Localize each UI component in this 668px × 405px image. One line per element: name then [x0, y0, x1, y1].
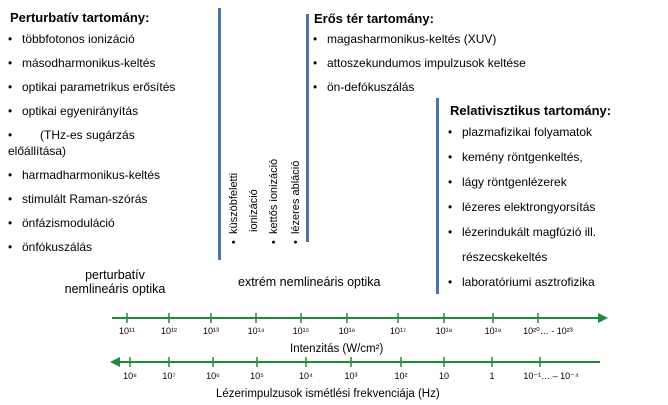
intensity-tick-label: 10¹⁴	[247, 326, 265, 336]
perturbative-title: Perturbatív tartomány:	[10, 10, 150, 25]
middle-item-line: ionizáció	[248, 189, 260, 232]
intensity-tick-label: 10¹³	[202, 326, 220, 336]
frequency-tick-label: 10⁻¹… – 10⁻⁴	[523, 371, 579, 381]
intensity-tick-label: 10¹⁹	[484, 326, 502, 336]
list-item: • kemény röntgenkeltés,	[448, 149, 596, 165]
intensity-tick-label: 10¹¹	[118, 326, 136, 336]
bullet: •	[268, 234, 280, 244]
middle-item-line: lézeres abláció	[290, 160, 302, 235]
intensity-tick-label: 10¹⁸	[435, 326, 453, 336]
list-item: • önfókuszálás	[8, 239, 175, 255]
intensity-tick-label: 10¹⁷	[389, 326, 407, 336]
list-item: • magasharmonikus-keltés (XUV)	[313, 31, 526, 47]
intensity-tick-label: 10¹²	[160, 326, 178, 336]
list-item: • attoszekundumos impulzusok keltése	[313, 55, 526, 71]
list-item-line: részecskekeltés	[462, 250, 548, 264]
relativistic-title: Relativisztikus tartomány:	[450, 103, 612, 118]
intensity-axis-title: Intenzitás (W/cm²)	[290, 343, 384, 355]
list-item-line: lézerindukált magfúzió ill.	[462, 225, 597, 239]
list-item: • stimulált Raman-szórás	[8, 191, 175, 207]
frequency-tick-label: 10⁷	[162, 371, 176, 381]
intensity-arrow-icon	[598, 313, 608, 323]
list-item-line: (THz-es sugárzás	[40, 128, 135, 142]
list-item: • önfázismoduláció	[8, 215, 175, 231]
middle-item-line: küszöbfeletti	[228, 172, 240, 235]
frequency-tick-label: 10³	[344, 371, 358, 381]
middle-item-line: kettős ionizáció	[268, 158, 280, 235]
intensity-tick-label: 10²⁰… - 10²³	[523, 326, 573, 336]
bullet: •	[290, 234, 302, 244]
caption-line: nemlineáris optika	[64, 282, 166, 296]
list-item: • harmadharmonikus-keltés	[8, 167, 175, 183]
list-item: • lézeres elektrongyorsítás	[448, 199, 596, 215]
list-item: • többfotonos ionizáció	[8, 31, 175, 47]
bullet: •	[228, 234, 240, 244]
frequency-tick-label: 10⁴	[299, 371, 313, 381]
frequency-tick-label: 10⁶	[206, 371, 220, 381]
strong-field-title: Erős tér tartomány:	[314, 11, 434, 26]
frequency-tick-label: 1	[489, 371, 495, 381]
frequency-axis-title: Lézerimpulzusok ismétlési frekvenciája (Hz)	[216, 388, 440, 400]
frequency-arrow-icon	[110, 357, 120, 367]
intensity-tick-label: 10¹⁵	[292, 326, 310, 336]
caption-line: perturbatív	[85, 268, 145, 282]
list-item: • lágy röntgenlézerek	[448, 174, 596, 190]
list-item: • ön-defókuszálás	[313, 79, 526, 95]
list-item: • plazmafizikai folyamatok	[448, 124, 596, 140]
extreme-caption: extrém nemlineáris optika	[238, 275, 381, 289]
list-item: • másodharmonikus-keltés	[8, 55, 175, 71]
frequency-tick-label: 10²	[394, 371, 408, 381]
list-item: • optikai parametrikus erősítés	[8, 79, 175, 95]
intensity-tick-label: 10¹⁶	[338, 326, 356, 336]
frequency-tick-label: 10⁵	[250, 371, 264, 381]
frequency-tick-label: 10	[438, 371, 450, 381]
frequency-tick-label: 10⁸	[123, 371, 137, 381]
list-item-line: előállítása)	[8, 144, 67, 158]
list-item: • optikai egyenirányítás	[8, 103, 175, 119]
list-item: • laboratóriumi asztrofizika	[448, 274, 596, 290]
